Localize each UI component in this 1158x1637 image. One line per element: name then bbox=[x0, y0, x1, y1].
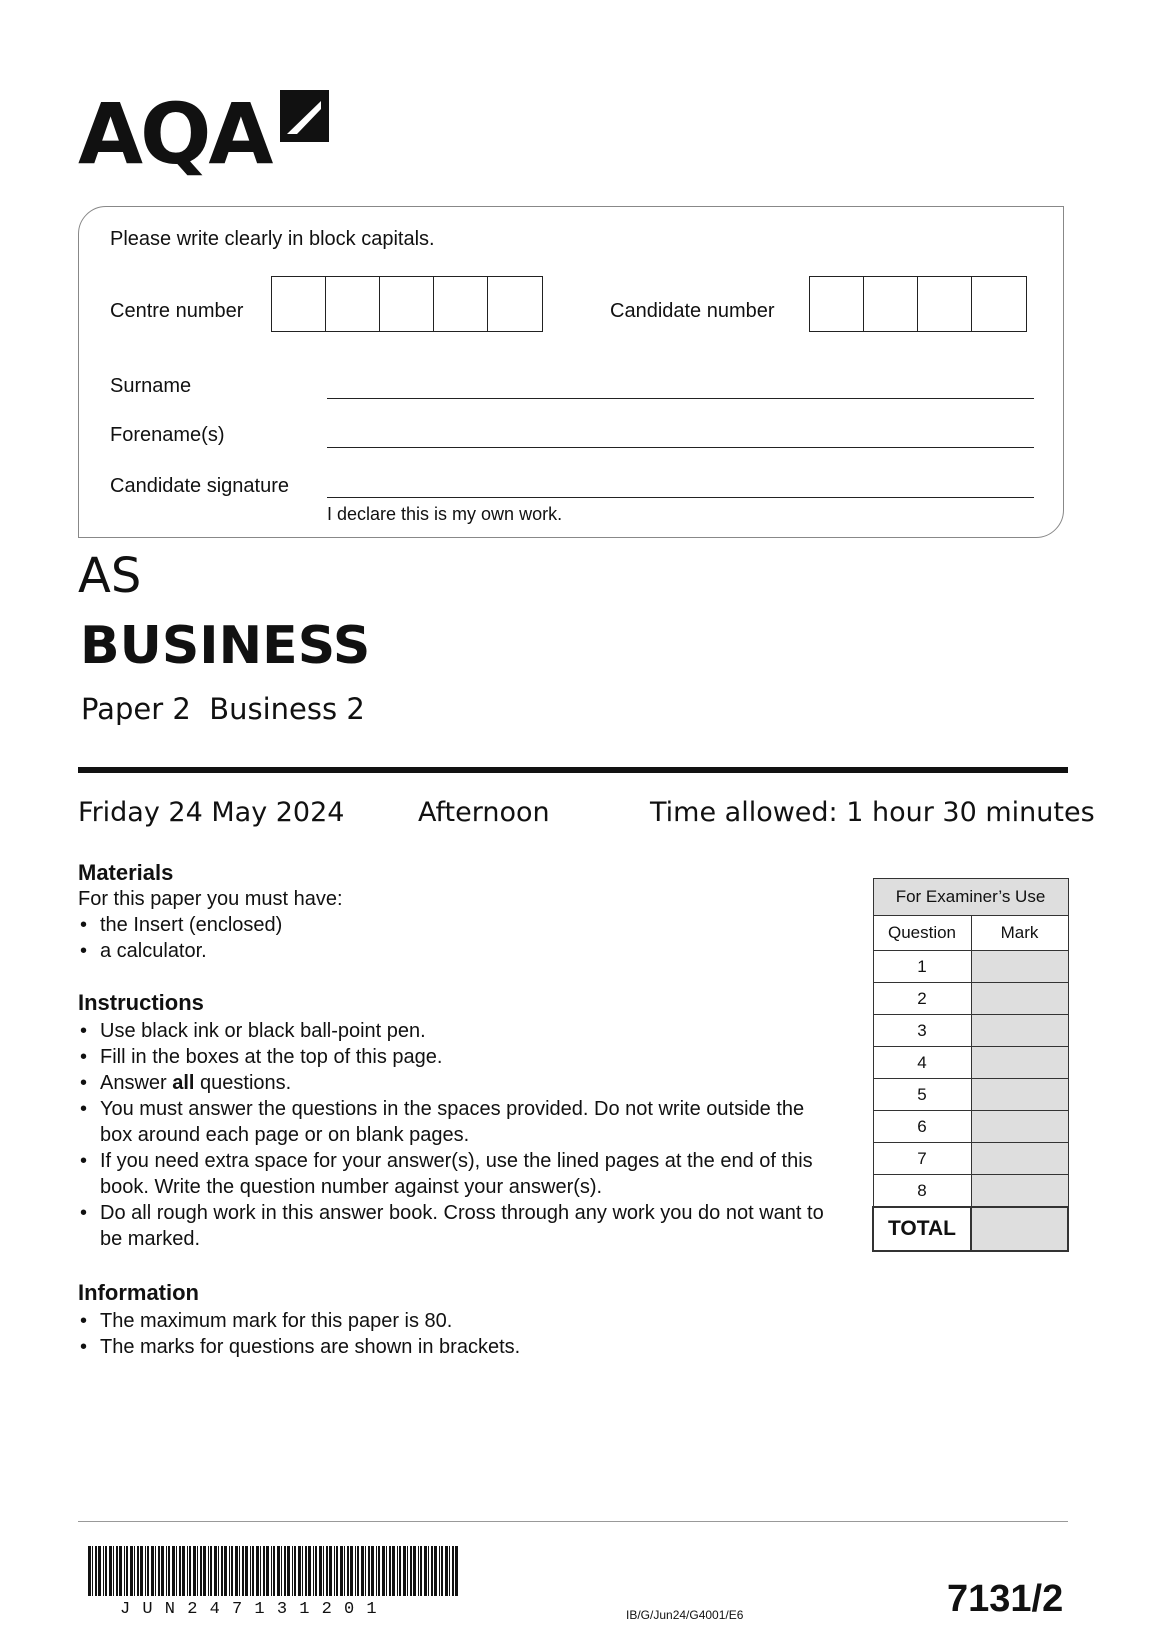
centre-digit-box[interactable] bbox=[326, 277, 380, 331]
question-number: 7 bbox=[873, 1143, 971, 1175]
forename-field[interactable] bbox=[327, 447, 1034, 448]
question-number: 5 bbox=[873, 1079, 971, 1111]
candidate-digit-box[interactable] bbox=[810, 277, 864, 331]
list-item: • Do all rough work in this answer book. Cross through any work you do not want to be marked. bbox=[78, 1200, 838, 1252]
instructions-list bbox=[78, 1018, 838, 1252]
question-number: 2 bbox=[873, 983, 971, 1015]
mark-cell bbox=[971, 1047, 1068, 1079]
mark-cell bbox=[971, 951, 1068, 983]
candidate-number-boxes[interactable] bbox=[809, 276, 1027, 332]
list-item: • If you need extra space for your answer(s), use the lined pages at the end of this book. Write the question number against your answer(s). bbox=[78, 1148, 838, 1200]
paper-reference: IB/G/Jun24/G4001/E6 bbox=[626, 1608, 744, 1622]
table-row bbox=[873, 1047, 1068, 1079]
mark-cell bbox=[971, 1079, 1068, 1111]
examiner-use-table bbox=[872, 878, 1069, 1252]
question-number: 1 bbox=[873, 951, 971, 983]
declaration-text: I declare this is my own work. bbox=[327, 504, 563, 524]
candidate-digit-box[interactable] bbox=[972, 277, 1026, 331]
question-number: 6 bbox=[873, 1111, 971, 1143]
materials-list bbox=[78, 886, 838, 964]
surname-field[interactable] bbox=[327, 398, 1034, 399]
centre-number-label: Centre number bbox=[110, 300, 244, 322]
list-item: • You must answer the questions in the spaces provided. Do not write outside the box around each page or on blank pages. bbox=[78, 1096, 838, 1148]
mark-cell bbox=[971, 983, 1068, 1015]
question-number: 4 bbox=[873, 1047, 971, 1079]
mark-cell bbox=[971, 1175, 1068, 1208]
signature-field[interactable] bbox=[327, 497, 1034, 498]
centre-digit-box[interactable] bbox=[380, 277, 434, 331]
aqa-logo-mark-icon bbox=[275, 89, 330, 149]
total-label: TOTAL bbox=[873, 1207, 971, 1251]
mark-cell bbox=[971, 1015, 1068, 1047]
information-heading: Information bbox=[78, 1280, 199, 1305]
materials-intro: For this paper you must have: bbox=[78, 888, 343, 910]
list-item: • The maximum mark for this paper is 80. bbox=[78, 1308, 838, 1334]
examiner-table-title: For Examiner’s Use bbox=[873, 879, 1068, 916]
question-number: 8 bbox=[873, 1175, 971, 1208]
centre-number-boxes[interactable] bbox=[271, 276, 543, 332]
forename-label: Forename(s) bbox=[110, 424, 225, 446]
mark-cell bbox=[971, 1111, 1068, 1143]
list-item: • the Insert (enclosed) bbox=[78, 912, 838, 938]
surname-label: Surname bbox=[110, 375, 192, 397]
instruction-answer-all: Answer all questions. bbox=[100, 1072, 292, 1094]
barcode-icon bbox=[88, 1546, 458, 1596]
aqa-logo: AQA bbox=[78, 85, 271, 183]
block-capitals-instruction: Please write clearly in block capitals. bbox=[110, 228, 435, 250]
centre-digit-box[interactable] bbox=[272, 277, 326, 331]
mark-column-header: Mark bbox=[971, 916, 1068, 951]
candidate-digit-box[interactable] bbox=[918, 277, 972, 331]
list-item: • The marks for questions are shown in brackets. bbox=[78, 1334, 838, 1360]
footer-divider bbox=[78, 1521, 1068, 1522]
barcode-text: J U N 2 4 7 1 3 1 2 0 1 bbox=[120, 1600, 378, 1619]
centre-digit-box[interactable] bbox=[434, 277, 488, 331]
subject-title: BUSINESS bbox=[80, 616, 371, 676]
paper-code: 7131/2 bbox=[947, 1578, 1064, 1620]
exam-date: Friday 24 May 2024 bbox=[78, 797, 345, 828]
mark-cell bbox=[971, 1143, 1068, 1175]
total-mark-cell bbox=[971, 1207, 1068, 1251]
list-item: • Fill in the boxes at the top of this page. bbox=[78, 1044, 838, 1070]
list-item bbox=[78, 1070, 838, 1096]
centre-digit-box[interactable] bbox=[488, 277, 542, 331]
table-row bbox=[873, 951, 1068, 983]
list-item: • a calculator. bbox=[78, 938, 838, 964]
candidate-number-label: Candidate number bbox=[610, 300, 775, 322]
information-list bbox=[78, 1308, 838, 1360]
table-row bbox=[873, 1111, 1068, 1143]
qualification-level: AS bbox=[78, 548, 142, 604]
list-item: • Use black ink or black ball-point pen. bbox=[78, 1018, 838, 1044]
table-row bbox=[873, 983, 1068, 1015]
table-row bbox=[873, 1079, 1068, 1111]
signature-label: Candidate signature bbox=[110, 475, 290, 497]
materials-heading: Materials bbox=[78, 860, 174, 885]
total-row bbox=[873, 1207, 1068, 1251]
table-row bbox=[873, 1015, 1068, 1047]
table-row bbox=[873, 1143, 1068, 1175]
title-divider bbox=[78, 767, 1068, 773]
paper-title: Paper 2 Business 2 bbox=[81, 692, 365, 726]
table-row bbox=[873, 1175, 1068, 1208]
question-number: 3 bbox=[873, 1015, 971, 1047]
exam-session: Afternoon bbox=[418, 797, 550, 828]
time-allowed: Time allowed: 1 hour 30 minutes bbox=[650, 797, 1095, 828]
candidate-digit-box[interactable] bbox=[864, 277, 918, 331]
instructions-heading: Instructions bbox=[78, 990, 204, 1015]
question-column-header: Question bbox=[873, 916, 971, 951]
